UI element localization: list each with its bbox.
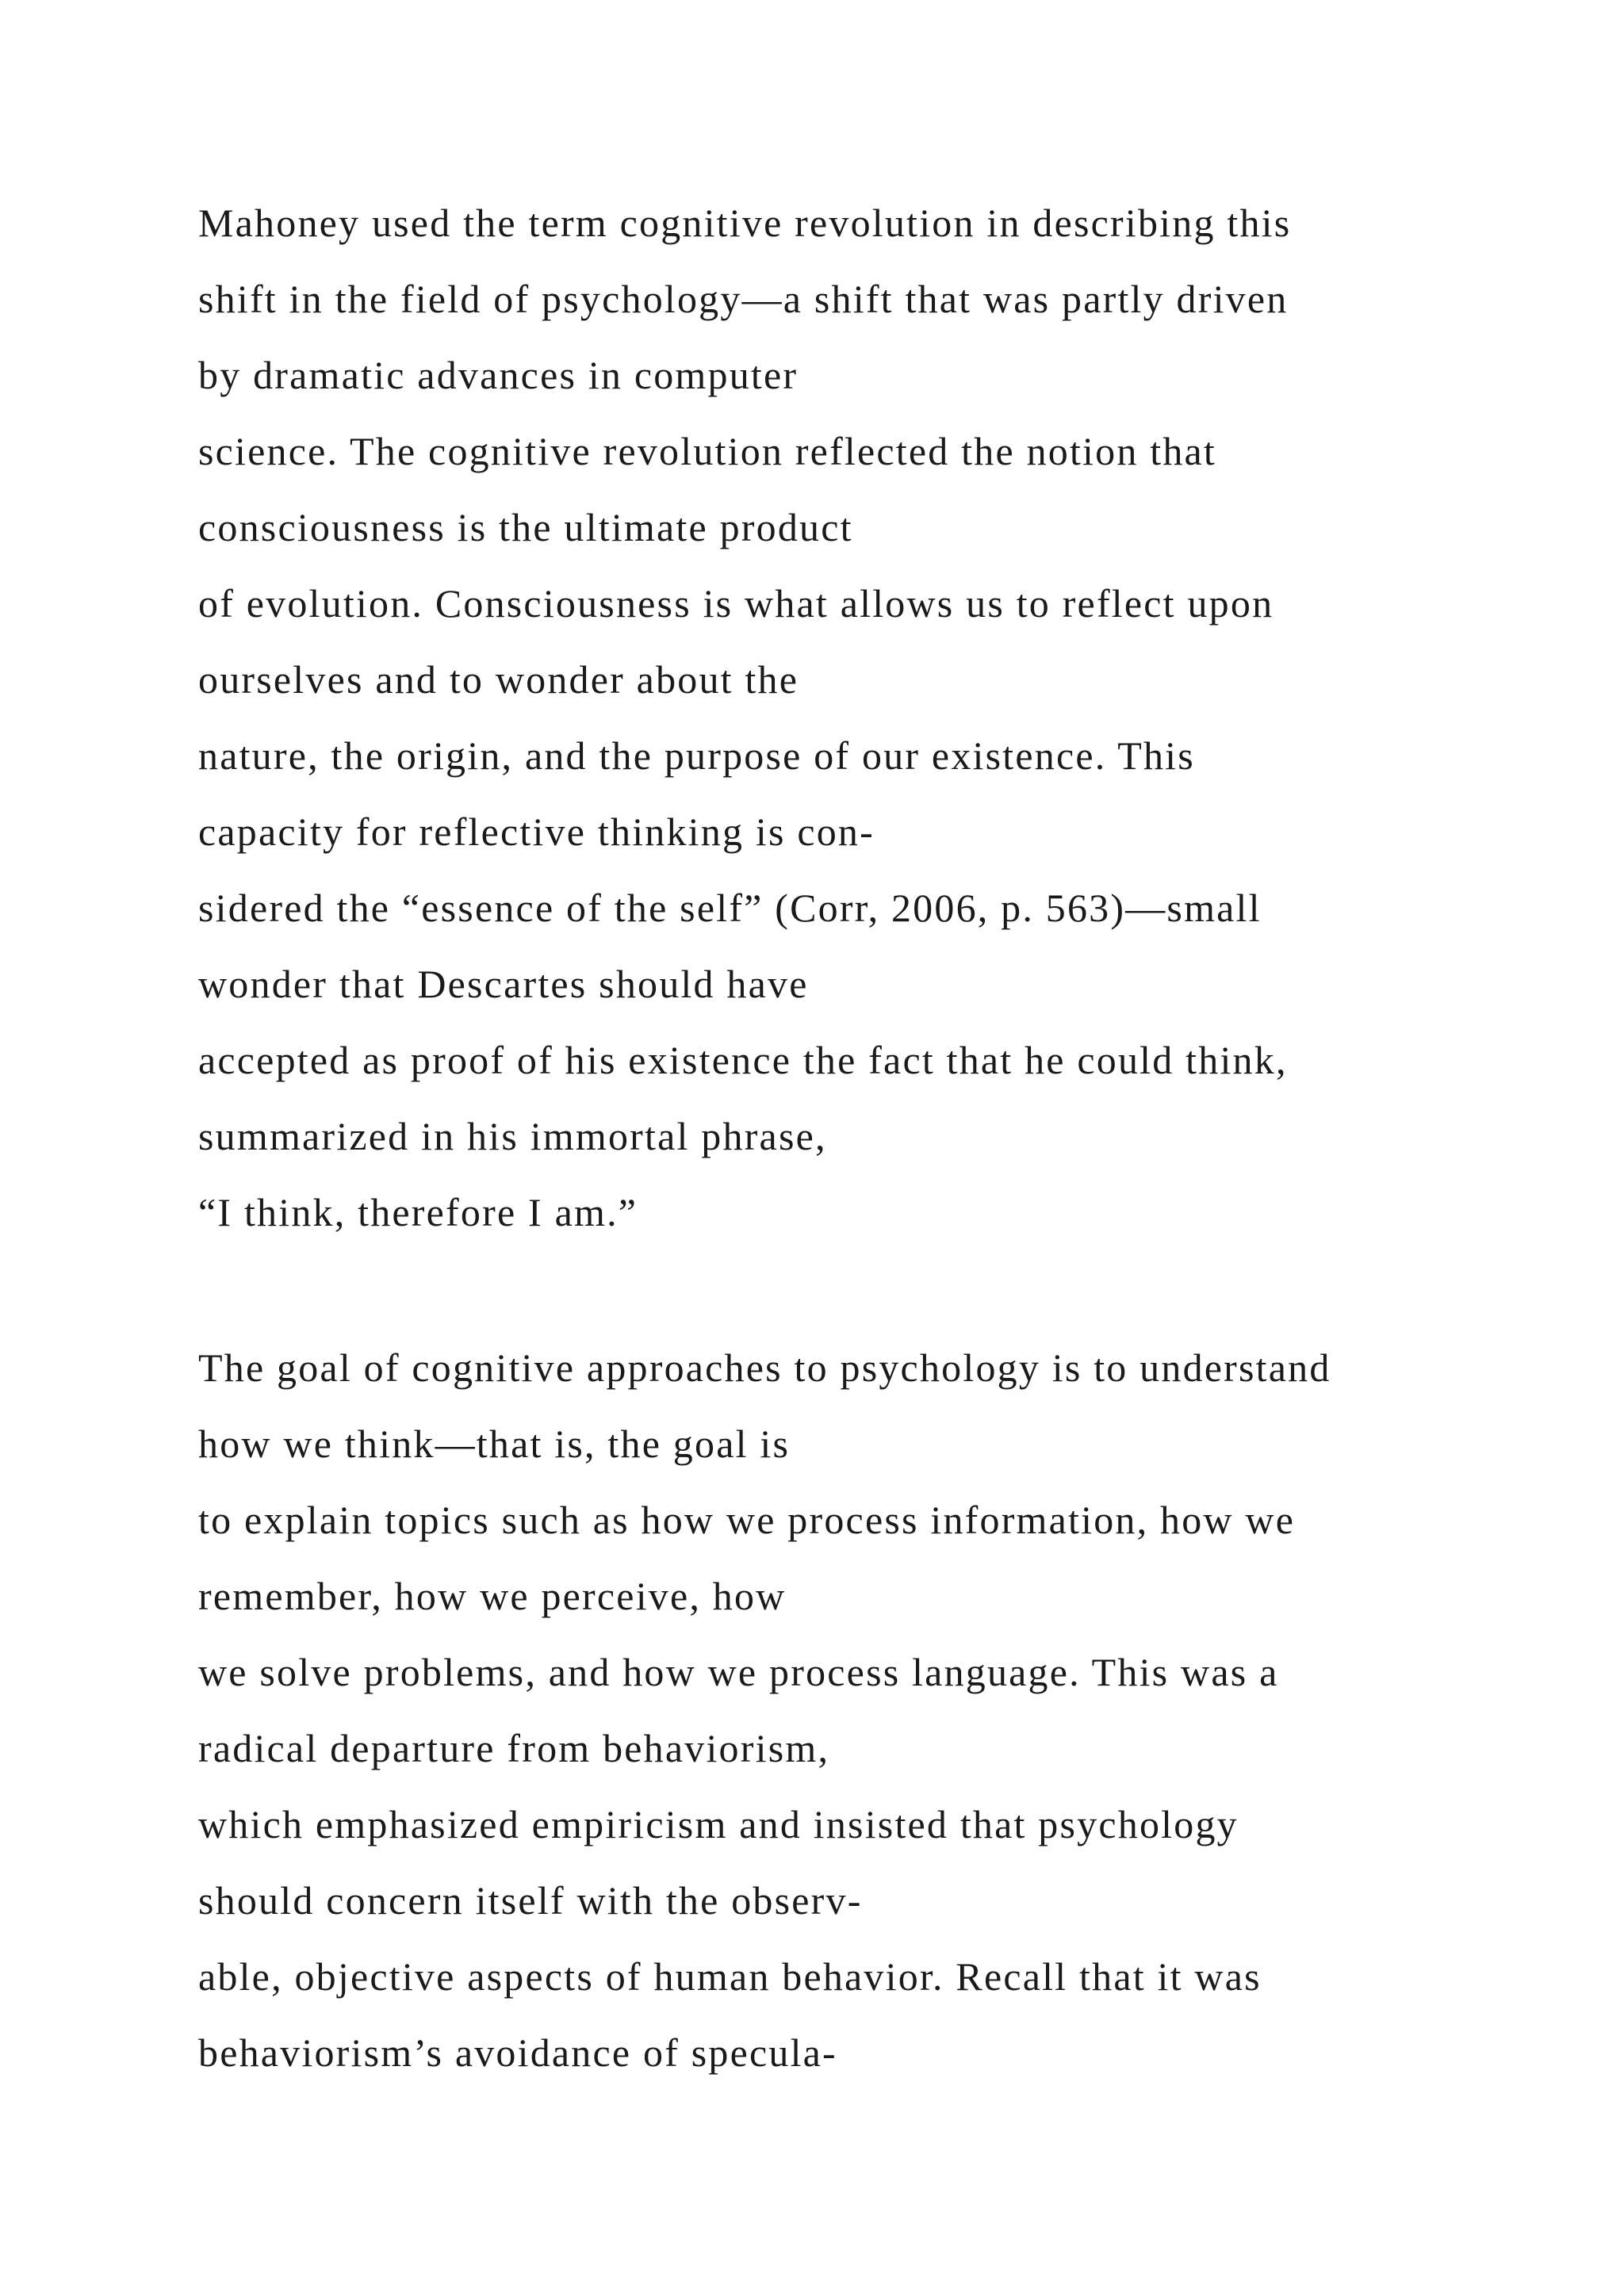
text-line: nature, the origin, and the purpose of our existence. This <box>198 733 1195 778</box>
text-line: wonder that Descartes should have <box>198 962 809 1006</box>
text-line: how we think—that is, the goal is <box>198 1422 791 1466</box>
text-line: of evolution. Consciousness is what allows us to reflect upon <box>198 581 1274 626</box>
text-line: capacity for reflective thinking is con- <box>198 809 875 854</box>
text-line: science. The cognitive revolution reflected the notion that <box>198 429 1217 473</box>
text-line: Mahoney used the term cognitive revolution in describing this <box>198 201 1292 245</box>
paragraph-cognitive-revolution <box>198 185 1594 1250</box>
text-line: The goal of cognitive approaches to psychology is to understand <box>198 1345 1331 1390</box>
paragraph-cognitive-goals <box>198 1330 1594 2091</box>
text-line: we solve problems, and how we process language. This was a <box>198 1650 1279 1694</box>
text-line: consciousness is the ultimate product <box>198 505 853 549</box>
text-line: radical departure from behaviorism, <box>198 1726 830 1770</box>
text-line: should concern itself with the observ- <box>198 1878 863 1923</box>
text-line: by dramatic advances in computer <box>198 353 799 397</box>
text-line: ourselves and to wonder about the <box>198 657 799 702</box>
text-line: shift in the field of psychology—a shift that was partly driven <box>198 277 1289 321</box>
text-line: remember, how we perceive, how <box>198 1574 787 1618</box>
text-line: “I think, therefore I am.” <box>198 1190 638 1234</box>
text-line: summarized in his immortal phrase, <box>198 1114 827 1158</box>
text-line: able, objective aspects of human behavior. Recall that it was <box>198 1954 1262 1999</box>
text-line: behaviorism’s avoidance of specula- <box>198 2030 837 2075</box>
text-line: sidered the “essence of the self” (Corr, 2006, p. 563)—small <box>198 886 1262 930</box>
text-line: accepted as proof of his existence the fact that he could think, <box>198 1038 1288 1082</box>
text-line: which emphasized empiricism and insisted that psychology <box>198 1802 1239 1846</box>
text-line: to explain topics such as how we process information, how we <box>198 1498 1296 1542</box>
